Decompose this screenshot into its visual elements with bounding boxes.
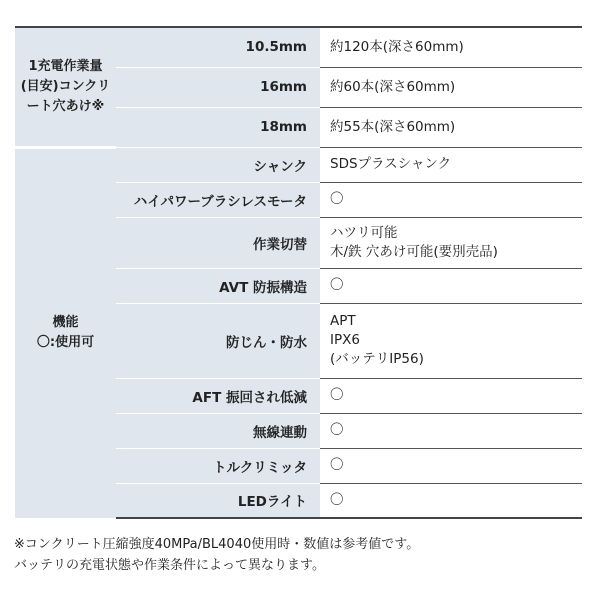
table-row <box>15 147 582 182</box>
footnote-line-2: バッテリの充電状態や作業条件によって異なります。 <box>14 558 325 573</box>
row-value: 約60本(深さ60mm) <box>320 67 582 107</box>
spec-table <box>15 26 582 519</box>
row-label: シャンク <box>116 147 320 182</box>
row-value: 約55本(深さ60mm) <box>320 107 582 147</box>
row-label: ハイパワーブラシレスモータ <box>116 182 320 217</box>
row-label: 10.5mm <box>116 27 320 67</box>
row-label: トルクリミッタ <box>116 448 320 483</box>
group-header-features: 機能 〇:使用可 <box>15 147 116 518</box>
row-value: 〇 <box>320 413 582 448</box>
table-row <box>15 27 582 67</box>
row-value: 〇 <box>320 182 582 217</box>
row-value: SDSプラスシャンク <box>320 147 582 182</box>
row-label: AFT 振回され低減 <box>116 378 320 413</box>
row-value: 〇 <box>320 378 582 413</box>
row-value: ハツリ可能 木/鉄 穴あけ可能(要別売品) <box>320 217 582 268</box>
row-label: 18mm <box>116 107 320 147</box>
row-value: 約120本(深さ60mm) <box>320 27 582 67</box>
row-label: 作業切替 <box>116 217 320 268</box>
row-label: 無線連動 <box>116 413 320 448</box>
row-value: APT IPX6 (バッテリIP56) <box>320 303 582 378</box>
group-header-work-amount: 1充電作業量 (目安)コンクリ ート穴あけ※ <box>15 27 116 147</box>
row-value: 〇 <box>320 448 582 483</box>
row-label: 16mm <box>116 67 320 107</box>
footnote-line-1: ※コンクリート圧縮強度40MPa/BL4040使用時・数値は参考値です。 <box>14 537 420 552</box>
row-value: 〇 <box>320 483 582 518</box>
row-label: AVT 防振構造 <box>116 268 320 303</box>
row-label: 防じん・防水 <box>116 303 320 378</box>
row-label: LEDライト <box>116 483 320 518</box>
row-value: 〇 <box>320 268 582 303</box>
